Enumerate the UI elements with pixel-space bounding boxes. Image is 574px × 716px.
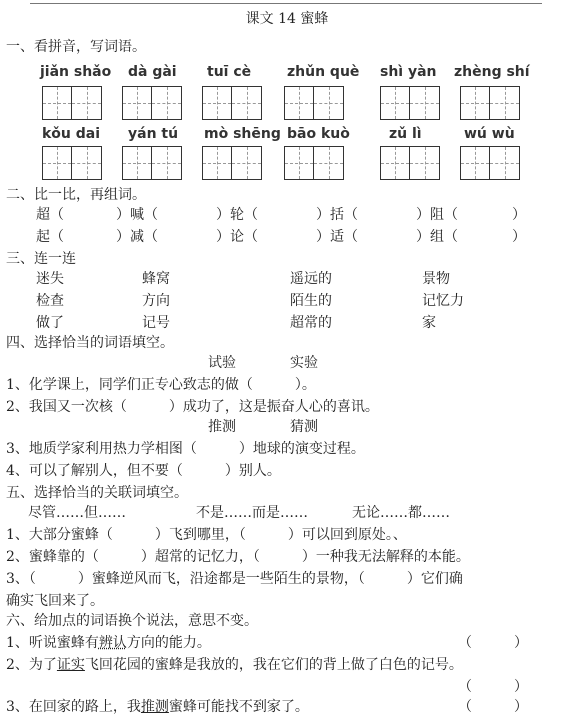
fill-question: 4、可以了解别人，但不要（ ）别人。 — [6, 463, 281, 479]
rephrase-question: 1、听说蜜蜂有辨认方向的能力。 — [6, 635, 211, 651]
write-box[interactable] — [42, 86, 102, 120]
word-option: 猜测 — [290, 419, 318, 435]
match-word[interactable]: 方向 — [142, 293, 170, 309]
compare-2b: ）减（ — [116, 229, 158, 245]
compare-2e: ）组（ — [416, 229, 458, 245]
dotted-word: 辨认 — [98, 635, 127, 651]
match-word[interactable]: 做了 — [36, 315, 64, 331]
match-word[interactable]: 超常的 — [290, 315, 332, 331]
write-box[interactable] — [460, 146, 520, 180]
pinyin-11: zǔ lì — [389, 126, 422, 142]
answer-paren[interactable]: （ ） — [458, 699, 528, 715]
word-option: 试验 — [208, 355, 236, 371]
compare-2f: ） — [512, 229, 526, 245]
match-word[interactable]: 景物 — [422, 271, 450, 287]
fill-question: 3、地质学家利用热力学相图（ ）地球的演变过程。 — [6, 441, 365, 457]
match-word[interactable]: 检查 — [36, 293, 64, 309]
write-box[interactable] — [122, 146, 182, 180]
pinyin-1: jiǎn shǎo — [40, 64, 112, 80]
write-box[interactable] — [202, 146, 262, 180]
fill-question: 1、化学课上，同学们正专心致志的做（ ）。 — [6, 377, 316, 393]
conj-option: 无论……都…… — [352, 505, 450, 521]
rephrase-question: 2、为了证实飞回花园的蜜蜂是我放的，我在它们的背上做了白色的记号。 — [6, 657, 463, 673]
compare-1f: ） — [512, 207, 526, 223]
word-option: 推测 — [208, 419, 236, 435]
word-option: 实验 — [290, 355, 318, 371]
match-word[interactable]: 记号 — [142, 315, 170, 331]
conj-question-cont: 确实飞回来了。 — [6, 593, 104, 609]
section-4-heading: 四、选择恰当的词语填空。 — [6, 335, 174, 351]
conj-option: 不是……而是…… — [196, 505, 308, 521]
match-word[interactable]: 遥远的 — [290, 271, 332, 287]
write-box[interactable] — [284, 86, 344, 120]
rephrase-question: 3、在回家的路上，我推测蜜蜂可能找不到家了。 — [6, 699, 309, 715]
compare-1b: ）喊（ — [116, 207, 158, 223]
write-box[interactable] — [284, 146, 344, 180]
answer-paren[interactable]: （ ） — [458, 679, 528, 695]
compare-2d: ）适（ — [316, 229, 358, 245]
write-box[interactable] — [202, 86, 262, 120]
section-1-heading: 一、看拼音，写词语。 — [6, 39, 146, 55]
write-box[interactable] — [380, 86, 440, 120]
pinyin-5: shì yàn — [380, 64, 437, 80]
compare-1c: ）轮（ — [216, 207, 258, 223]
section-6-heading: 六、给加点的词语换个说法，意思不变。 — [6, 613, 258, 629]
write-box[interactable] — [460, 86, 520, 120]
match-word[interactable]: 家 — [422, 315, 436, 331]
compare-1d: ）括（ — [316, 207, 358, 223]
compare-2a: 起（ — [36, 229, 64, 245]
section-3-heading: 三、连一连 — [6, 251, 76, 267]
match-word[interactable]: 记忆力 — [422, 293, 464, 309]
compare-1a: 超（ — [36, 207, 64, 223]
pinyin-10: bāo kuò — [287, 126, 350, 142]
section-2-heading: 二、比一比，再组词。 — [6, 187, 146, 203]
compare-2c: ）论（ — [216, 229, 258, 245]
section-5-heading: 五、选择恰当的关联词填空。 — [6, 485, 188, 501]
pinyin-8: yán tú — [128, 126, 179, 142]
pinyin-6: zhèng shí — [454, 64, 530, 80]
page-title: 课文 14 蜜蜂 — [245, 11, 329, 27]
dotted-word: 推测 — [140, 699, 169, 715]
pinyin-2: dà gài — [128, 64, 177, 80]
pinyin-7: kǒu dai — [42, 126, 101, 142]
pinyin-4: zhǔn què — [287, 64, 360, 80]
fill-question: 2、我国又一次核（ ）成功了，这是振奋人心的喜讯。 — [6, 399, 379, 415]
top-rule — [30, 3, 542, 4]
match-word[interactable]: 陌生的 — [290, 293, 332, 309]
conj-option: 尽管……但…… — [28, 505, 126, 521]
write-box[interactable] — [42, 146, 102, 180]
write-box[interactable] — [122, 86, 182, 120]
conj-question: 3、（ ）蜜蜂逆风而飞，沿途都是一些陌生的景物，（ ）它们确 — [6, 571, 463, 587]
answer-paren[interactable]: （ ） — [458, 635, 528, 651]
match-word[interactable]: 迷失 — [36, 271, 64, 287]
conj-question: 1、大部分蜜蜂（ ）飞到哪里，（ ）可以回到原处。、 — [6, 527, 407, 543]
write-box[interactable] — [380, 146, 440, 180]
match-word[interactable]: 蜂窝 — [142, 271, 170, 287]
dotted-word: 证实 — [56, 657, 85, 673]
pinyin-3: tuī cè — [207, 64, 252, 80]
conj-question: 2、蜜蜂靠的（ ）超常的记忆力，（ ）一种我无法解释的本能。 — [6, 549, 470, 565]
pinyin-9: mò shēng — [204, 126, 281, 142]
pinyin-12: wú wù — [464, 126, 515, 142]
compare-1e: ）阻（ — [416, 207, 458, 223]
